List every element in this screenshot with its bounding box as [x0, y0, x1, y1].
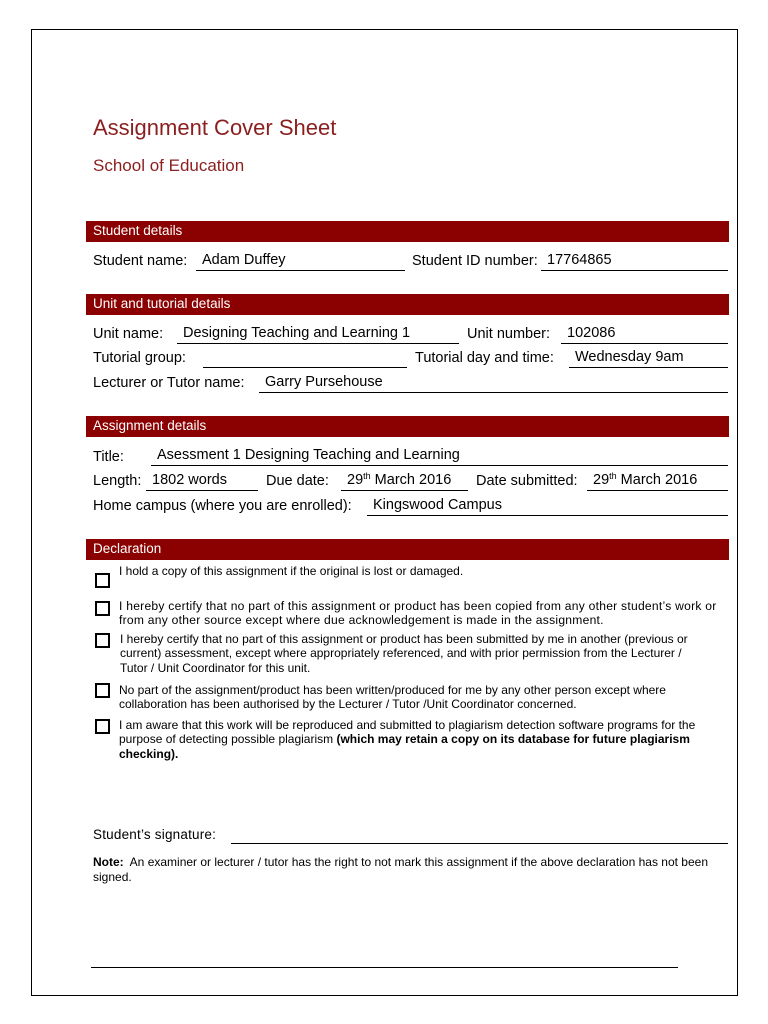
student-id-label: Student ID number: [412, 253, 538, 269]
unit-name-field[interactable]: Designing Teaching and Learning 1 [177, 325, 459, 344]
section-assignment-details: Assignment details [86, 416, 729, 437]
declaration-checkbox-4[interactable] [95, 683, 110, 698]
declaration-text-5-bold: (which may retain a copy on its database for future plagiarism checking). [119, 732, 690, 761]
due-date-month-year: March 2016 [370, 472, 452, 488]
submitted-month-year: March 2016 [616, 472, 698, 488]
note-label: Note: [93, 855, 124, 869]
declaration-text-3: I hereby certify that no part of this assignment or product has been submitted by me in another (previous or current) assessment, except where appropriately referenced, and with prior permission from the Lecturer / Tutor / Unit Coordinator for this unit. [120, 632, 688, 675]
declaration-text-1: I hold a copy of this assignment if the original is lost or damaged. [119, 564, 464, 578]
declaration-checkbox-1[interactable] [95, 573, 110, 588]
declaration-text-5 [119, 718, 724, 761]
tutor-name-label: Lecturer or Tutor name: [93, 375, 245, 391]
assignment-title-field[interactable]: Asessment 1 Designing Teaching and Learning [151, 447, 728, 466]
tutorial-day-label: Tutorial day and time: [415, 350, 554, 366]
section-unit-details: Unit and tutorial details [86, 294, 729, 315]
due-date-suffix: th [363, 471, 371, 481]
due-date-day: 29 [347, 472, 364, 488]
declaration-text-5-plain: I am aware that this work will be reproduced and submitted to plagiarism detection software programs for the purpose of detecting possible plagiarism [119, 718, 696, 747]
note-body: An examiner or lecturer / tutor has the right to not mark this assignment if the above declaration has not been signed. [93, 855, 712, 884]
length-field[interactable]: 1802 words [146, 472, 258, 491]
declaration-checkbox-2[interactable] [95, 601, 110, 616]
submitted-day: 29 [593, 472, 610, 488]
submitted-suffix: th [609, 471, 617, 481]
due-date-label: Due date: [266, 473, 329, 489]
declaration-text-2: I hereby certify that no part of this assignment or product has been copied from any other student’s work or from any other source except where due acknowledgement is made in the assignment. [119, 599, 717, 628]
page-title: Assignment Cover Sheet [93, 115, 337, 140]
page-subtitle: School of Education [93, 156, 245, 175]
signature-label: Student’s signature: [93, 827, 217, 842]
student-name-field[interactable]: Adam Duffey [196, 252, 405, 271]
home-campus-label: Home campus (where you are enrolled): [93, 498, 352, 514]
unit-name-label: Unit name: [93, 326, 164, 342]
date-submitted-field[interactable] [587, 472, 728, 491]
section-declaration: Declaration [86, 539, 729, 560]
unit-number-label: Unit number: [467, 326, 551, 342]
signature-field[interactable] [231, 843, 728, 844]
section-student-details: Student details [86, 221, 729, 242]
due-date-field[interactable] [341, 472, 468, 491]
tutor-name-field[interactable]: Garry Pursehouse [259, 374, 728, 393]
declaration-checkbox-3[interactable] [95, 633, 110, 648]
declaration-text-4: No part of the assignment/product has been written/produced for me by any other person except where collaboration has been authorised by the Lecturer / Tutor /Unit Coordinator concerned. [119, 683, 666, 712]
length-label: Length: [93, 473, 142, 489]
student-name-label: Student name: [93, 253, 188, 269]
declaration-checkbox-5[interactable] [95, 719, 110, 734]
footer-divider [91, 967, 678, 968]
student-id-field[interactable]: 17764865 [541, 252, 728, 271]
title-label: Title: [93, 449, 124, 465]
home-campus-field[interactable]: Kingswood Campus [367, 497, 728, 516]
tutorial-group-label: Tutorial group: [93, 350, 186, 366]
tutorial-day-field[interactable]: Wednesday 9am [569, 349, 728, 368]
tutorial-group-field[interactable] [203, 349, 407, 368]
unit-number-field[interactable]: 102086 [561, 325, 728, 344]
date-submitted-label: Date submitted: [476, 473, 578, 489]
note-text [93, 855, 723, 884]
